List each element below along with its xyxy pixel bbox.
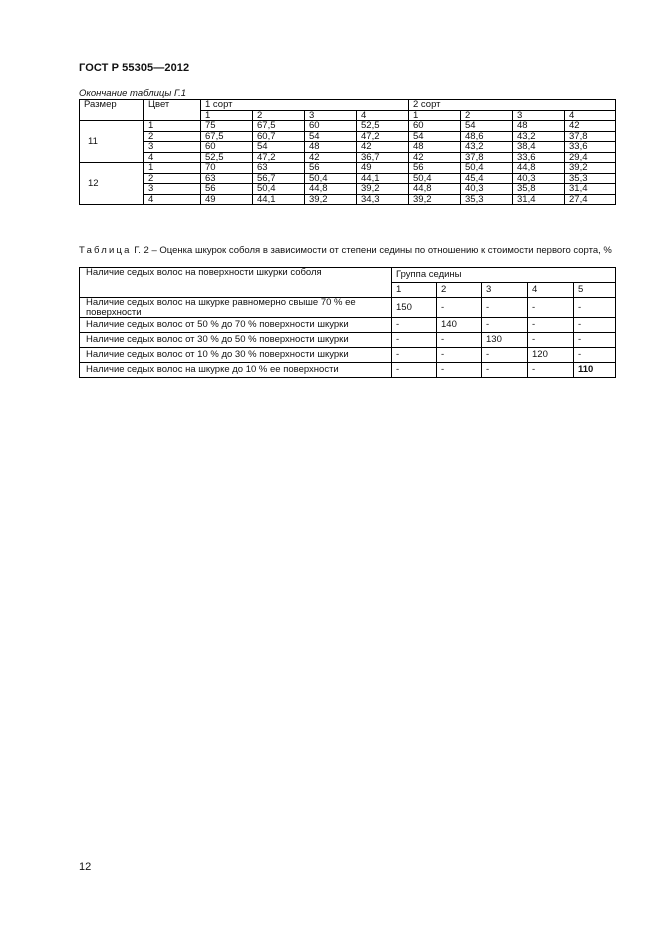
value-cell: 42	[409, 152, 461, 163]
value-cell: 110	[574, 363, 616, 378]
value-cell: 130	[482, 333, 528, 348]
value-cell: 56	[409, 163, 461, 174]
value-cell: 60,7	[253, 131, 305, 142]
value-cell: -	[437, 333, 482, 348]
value-cell: 63	[253, 163, 305, 174]
value-cell: 120	[528, 348, 574, 363]
value-cell: 48	[305, 142, 357, 153]
desc-cell: Наличие седых волос на шкурке до 10 % ее поверхности	[80, 363, 392, 378]
value-cell: 52,5	[357, 121, 409, 132]
table2	[79, 267, 616, 378]
value-cell: 44,8	[409, 184, 461, 195]
value-cell: 42	[565, 121, 616, 132]
value-cell: 39,2	[357, 184, 409, 195]
color-cell: 3	[144, 184, 201, 195]
group-col-header: 5	[574, 283, 616, 298]
document-header: ГОСТ Р 55305—2012	[79, 62, 190, 74]
value-cell: 34,3	[357, 194, 409, 205]
group-col-header: 1	[392, 283, 437, 298]
color-cell: 4	[144, 152, 201, 163]
value-cell: 50,4	[253, 184, 305, 195]
value-cell: 35,3	[461, 194, 513, 205]
group-col-header: 4	[528, 283, 574, 298]
value-cell: 27,4	[565, 194, 616, 205]
header-group: Группа седины	[392, 268, 616, 283]
value-cell: 48	[409, 142, 461, 153]
page-number: 12	[79, 861, 92, 873]
value-cell: 29,4	[565, 152, 616, 163]
value-cell: 33,6	[565, 142, 616, 153]
subheader-cell: 4	[357, 110, 409, 121]
desc-cell: Наличие седых волос от 50 % до 70 % поверхности шкурки	[80, 318, 392, 333]
value-cell: -	[528, 298, 574, 318]
color-cell: 1	[144, 121, 201, 132]
value-cell: 60	[305, 121, 357, 132]
value-cell: 39,2	[565, 163, 616, 174]
value-cell: 70	[201, 163, 253, 174]
value-cell: 38,4	[513, 142, 565, 153]
table-row	[80, 298, 616, 318]
value-cell: 56	[201, 184, 253, 195]
value-cell: 54	[461, 121, 513, 132]
color-cell: 2	[144, 131, 201, 142]
value-cell: 31,4	[513, 194, 565, 205]
subheader-cell: 2	[253, 110, 305, 121]
table-row	[80, 173, 616, 184]
table-row	[80, 142, 616, 153]
value-cell: 40,3	[461, 184, 513, 195]
color-cell: 2	[144, 173, 201, 184]
value-cell: 37,8	[565, 131, 616, 142]
value-cell: -	[574, 348, 616, 363]
subheader-cell: 4	[565, 110, 616, 121]
table-row	[80, 348, 616, 363]
table-row	[80, 363, 616, 378]
value-cell: 47,2	[357, 131, 409, 142]
value-cell: 54	[253, 142, 305, 153]
value-cell: -	[574, 333, 616, 348]
table2-caption	[79, 245, 619, 256]
subheader-cell: 3	[305, 110, 357, 121]
value-cell: -	[392, 348, 437, 363]
value-cell: 48	[513, 121, 565, 132]
header-sort-2: 2 сорт	[409, 100, 616, 111]
value-cell: 56	[305, 163, 357, 174]
value-cell: 37,8	[461, 152, 513, 163]
value-cell: 56,7	[253, 173, 305, 184]
table-row	[80, 194, 616, 205]
subheader-cell: 1	[409, 110, 461, 121]
table1	[79, 99, 616, 205]
size-cell: 12	[80, 163, 144, 205]
table-row	[80, 163, 616, 174]
value-cell: -	[392, 318, 437, 333]
value-cell: 67,5	[253, 121, 305, 132]
value-cell: 44,1	[357, 173, 409, 184]
desc-cell: Наличие седых волос от 30 % до 50 % поверхности шкурки	[80, 333, 392, 348]
value-cell: 63	[201, 173, 253, 184]
value-cell: 150	[392, 298, 437, 318]
size-cell: 11	[80, 121, 144, 163]
desc-cell: Наличие седых волос на шкурке равномерно свыше 70 % ее поверхности	[80, 298, 392, 318]
value-cell: 35,3	[565, 173, 616, 184]
value-cell: 60	[201, 142, 253, 153]
value-cell: -	[574, 318, 616, 333]
value-cell: 42	[305, 152, 357, 163]
header-sort-1: 1 сорт	[201, 100, 409, 111]
value-cell: -	[482, 363, 528, 378]
value-cell: 49	[201, 194, 253, 205]
value-cell: 45,4	[461, 173, 513, 184]
value-cell: -	[528, 363, 574, 378]
value-cell: 43,2	[513, 131, 565, 142]
value-cell: 44,8	[513, 163, 565, 174]
color-cell: 4	[144, 194, 201, 205]
desc-cell: Наличие седых волос от 10 % до 30 % поверхности шкурки	[80, 348, 392, 363]
subheader-cell: 3	[513, 110, 565, 121]
value-cell: 50,4	[409, 173, 461, 184]
value-cell: -	[528, 333, 574, 348]
value-cell: -	[482, 348, 528, 363]
group-col-header: 2	[437, 283, 482, 298]
value-cell: 47,2	[253, 152, 305, 163]
value-cell: 50,4	[461, 163, 513, 174]
header-size: Размер	[80, 100, 144, 121]
group-col-header: 3	[482, 283, 528, 298]
table-row	[80, 333, 616, 348]
value-cell: 43,2	[461, 142, 513, 153]
value-cell: -	[482, 298, 528, 318]
value-cell: 36,7	[357, 152, 409, 163]
value-cell: -	[392, 363, 437, 378]
value-cell: 44,8	[305, 184, 357, 195]
table-row	[80, 184, 616, 195]
table2-header-row	[80, 268, 616, 283]
table2-caption-text: Г. 2 – Оценка шкурок соболя в зависимости от степени седины по отношению к стоимости первого сорта, %	[131, 245, 612, 256]
color-cell: 3	[144, 142, 201, 153]
value-cell: -	[528, 318, 574, 333]
subheader-cell: 2	[461, 110, 513, 121]
value-cell: 44,1	[253, 194, 305, 205]
value-cell: -	[574, 298, 616, 318]
value-cell: 33,6	[513, 152, 565, 163]
value-cell: 54	[409, 131, 461, 142]
value-cell: -	[437, 363, 482, 378]
value-cell: 39,2	[305, 194, 357, 205]
value-cell: -	[392, 333, 437, 348]
value-cell: 49	[357, 163, 409, 174]
value-cell: 60	[409, 121, 461, 132]
table-row	[80, 131, 616, 142]
table1-header-row	[80, 100, 616, 111]
value-cell: -	[437, 348, 482, 363]
value-cell: 39,2	[409, 194, 461, 205]
table-row	[80, 152, 616, 163]
value-cell: 50,4	[305, 173, 357, 184]
value-cell: 48,6	[461, 131, 513, 142]
value-cell: 54	[305, 131, 357, 142]
value-cell: 31,4	[565, 184, 616, 195]
value-cell: 140	[437, 318, 482, 333]
value-cell: 40,3	[513, 173, 565, 184]
header-color: Цвет	[144, 100, 201, 121]
subheader-cell: 1	[201, 110, 253, 121]
value-cell: 67,5	[201, 131, 253, 142]
table2-caption-label: Таблица	[79, 245, 132, 256]
table1-caption: Окончание таблицы Г.1	[79, 88, 187, 99]
color-cell: 1	[144, 163, 201, 174]
value-cell: -	[437, 298, 482, 318]
value-cell: 75	[201, 121, 253, 132]
table-row	[80, 318, 616, 333]
value-cell: 42	[357, 142, 409, 153]
value-cell: 52,5	[201, 152, 253, 163]
value-cell: -	[482, 318, 528, 333]
table-row	[80, 121, 616, 132]
header-desc: Наличие седых волос на поверхности шкурки соболя	[80, 268, 392, 298]
value-cell: 35,8	[513, 184, 565, 195]
